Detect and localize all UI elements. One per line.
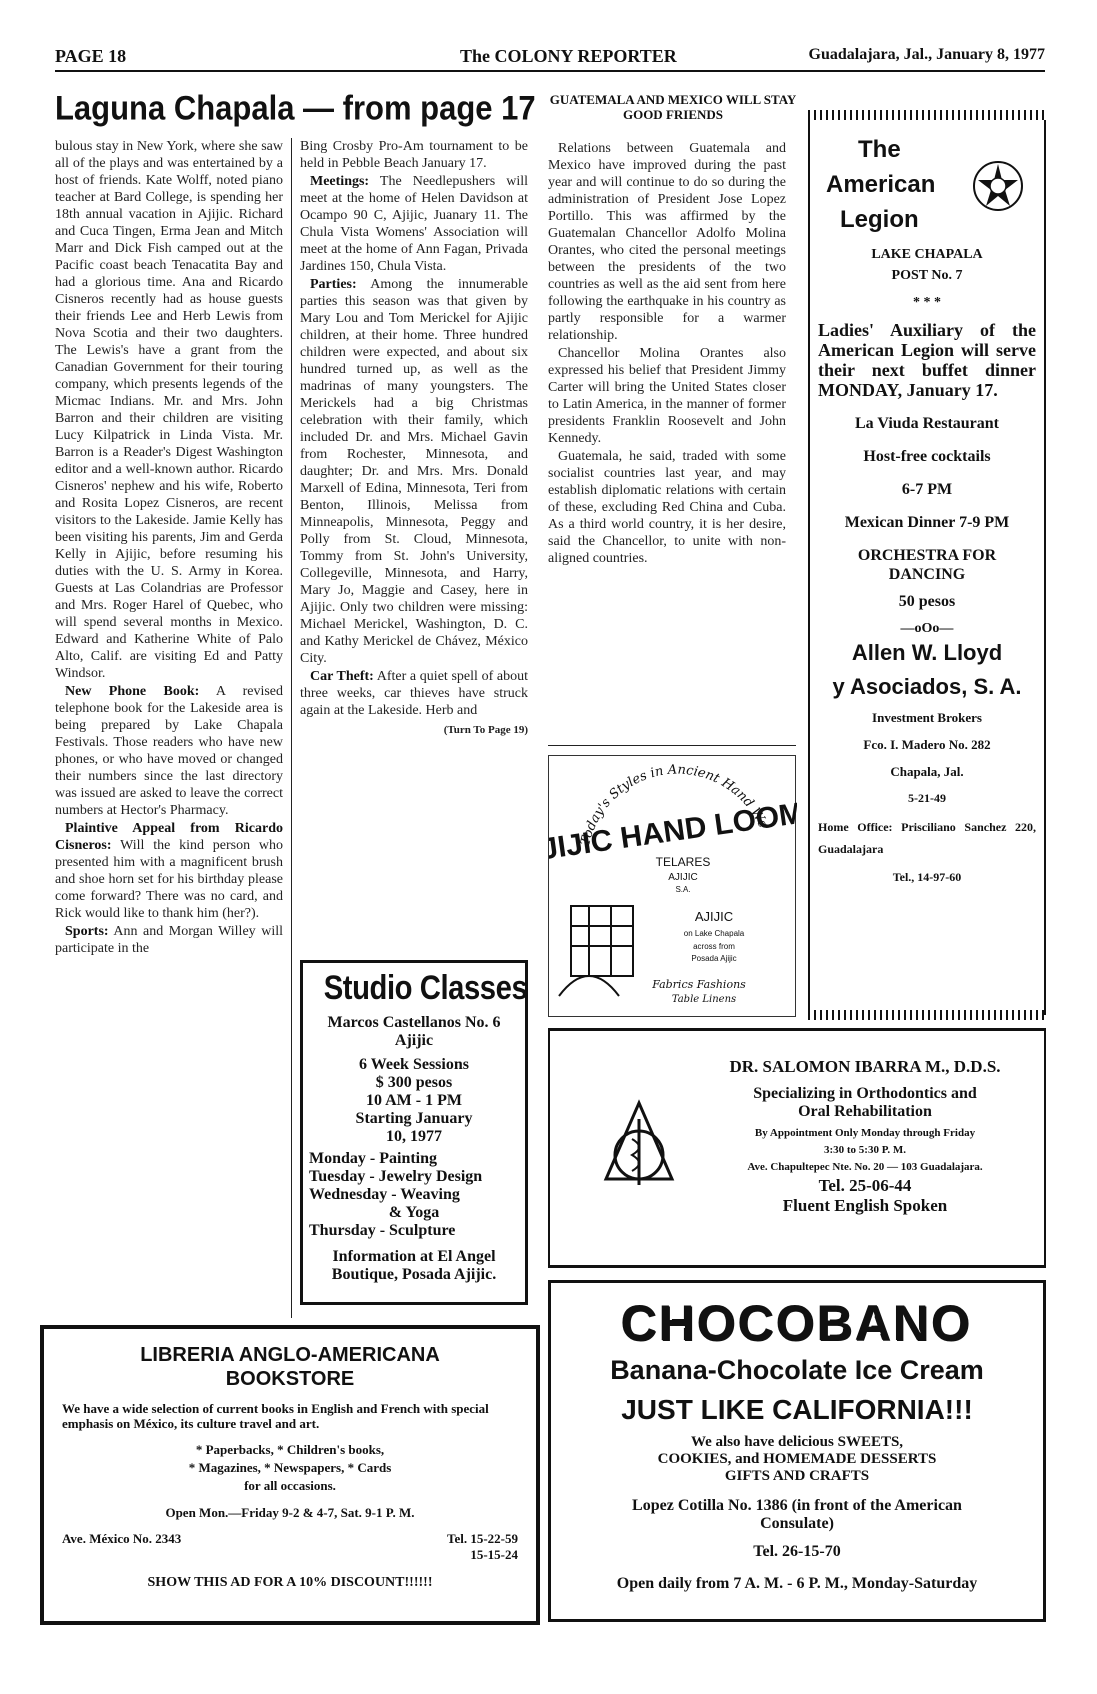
lloyd-name: Allen W. Lloyd: [851, 640, 1003, 665]
chocobano-logo: CHOCOBANO: [621, 1296, 973, 1352]
lloyd-city: Chapala, Jal.: [890, 764, 964, 779]
subhead: Meetings:: [310, 174, 370, 189]
ajijic-hand-looms-ad: [548, 755, 796, 1017]
loom-drawing-icon: [559, 906, 633, 996]
dentist-ad: [548, 1028, 1046, 1268]
categories-1: * Paperbacks, * Children's books,: [195, 1442, 385, 1457]
bookstore-description: We have a wide selection of current books in English and French with special emphasis on México, its culture travel and art.: [62, 1401, 489, 1431]
ad-start: Starting January: [355, 1110, 473, 1127]
wavy-border-bottom: [808, 1010, 1046, 1020]
article-column-1: [55, 138, 283, 1316]
bookstore-phone-2: 15-15-24: [470, 1547, 518, 1562]
looms-on-lake: on Lake Chapala: [683, 929, 745, 938]
subhead: Plaintive Appeal from Ricardo Cisneros:: [55, 821, 283, 853]
english-spoken: Fluent English Spoken: [782, 1196, 948, 1215]
discount-offer: SHOW THIS AD FOR A 10% DISCOUNT!!!!!!: [147, 1575, 433, 1590]
choco-address-2: Consulate): [760, 1515, 834, 1532]
dentist-phone: Tel. 25-06-44: [818, 1176, 912, 1195]
paragraph: Plaintive Appeal from Ricardo Cisneros: Will the kind person who presented him with a magnificent brush and shoe horn set for his birthday please come forward? There was no card, and Rick would like to thank him (her?).: [55, 821, 283, 921]
paragraph: New Phone Book: A revised telephone book for the Lakeside area is being prepared by Lake Chapala Festivals. Those readers who have new phones, or who have moved or changed their numbers since the last directory was issued are asked to leave the correct numbers at Hector's Pharmacy.: [55, 684, 283, 818]
american-legion-ad: [808, 120, 1046, 1015]
dinner: Mexican Dinner 7-9 PM: [844, 514, 1010, 531]
choco-hours: Open daily from 7 A. M. - 6 P. M., Monday-Saturday: [616, 1575, 978, 1592]
chocobano-ad: [548, 1280, 1046, 1622]
schedule-tuesday: Tuesday - Jewelry Design: [309, 1168, 483, 1185]
dentist-address: Ave. Chapultepec Nte. No. 20 — 103 Guadalajara.: [747, 1161, 983, 1173]
price: 50 pesos: [898, 593, 956, 610]
post-name: LAKE CHAPALA: [871, 247, 983, 262]
schedule-wednesday-2: & Yoga: [388, 1204, 440, 1221]
ad-sessions: 6 Week Sessions: [359, 1056, 469, 1073]
schedule-monday: Monday - Painting: [309, 1150, 438, 1167]
looms-across: across from: [693, 942, 735, 951]
choco-slogan: JUST LIKE CALIFORNIA!!!: [621, 1394, 973, 1425]
paragraph: Parties: Among the innumerable parties this season was that given by Mary Lou and Tom Merickel for Ajijic children, at their home. Three hundred children were expected, and about six hundred turned up, as well as the madrinas of many youngsters. The Merickels had a big Christmas celebration with their family, which included Dr. and Mrs. Michael Gavin from Rochester, Minnesota, and daughter; Dr. and Mrs. Mrs. Donald Marxell of Edina, Minnesota, Teri from Benton, Illinois, Melissa from Minneapolis, Minnesota, Peggy and Polly from St. Cloud, Minnesota, Tommy from St. John's University, Collegeville, Minnesota, and Harry, Mary Jo, Maggie and Casey, here in Ajijic. Only two children were missing: Michael Merickel, Washington, D. C. and Kathy Merickel de Chávez, México City.: [300, 277, 528, 666]
ad-time: 10 AM - 1 PM: [366, 1092, 462, 1109]
brokers: Investment Brokers: [872, 710, 982, 725]
looms-arc-text: Today's Styles in Ancient Hand We: [578, 762, 771, 847]
subhead: Parties:: [310, 277, 357, 292]
post-number: POST No. 7: [891, 268, 963, 283]
looms-logo: [549, 756, 797, 1018]
choco-also-3: GIFTS AND CRAFTS: [724, 1468, 870, 1484]
paragraph: Guatemala, he said, traded with some socialist countries last year, and may establish diplomatic relations with certain of these, excluding Red China and Cuba. As a third world country, it is her desire, said the Chancellor, to unite with non-aligned countries.: [548, 449, 786, 566]
wavy-border-top: [808, 110, 1046, 120]
schedule-wednesday: Wednesday - Weaving: [309, 1186, 460, 1203]
specialty-2: Oral Rehabilitation: [798, 1103, 932, 1120]
article-rule: [548, 745, 796, 746]
guatemala-article: [548, 140, 786, 740]
stars: * * *: [913, 295, 941, 310]
looms-posada: Posada Ajijic: [691, 954, 737, 963]
choco-subtitle: Banana-Chocolate Ice Cream: [610, 1355, 984, 1385]
paragraph: Chancellor Molina Orantes also expressed his belief that President Jimmy Carter will bring the United States closer to Latin America, in the manner of former presidents Franklin Roosevelt and John Kennedy.: [548, 346, 786, 446]
looms-ajijic: AJIJIC: [668, 872, 698, 883]
article-headline: Laguna Chapala — from page 17: [55, 88, 536, 128]
cocktails: Host-free cocktails: [863, 448, 991, 465]
bookstore-label: BOOKSTORE: [225, 1368, 355, 1390]
restaurant: La Viuda Restaurant: [854, 415, 1000, 432]
legion-title-2: American: [826, 171, 936, 198]
lloyd-company: y Asociados, S. A.: [832, 674, 1022, 699]
subhead: Sports:: [65, 924, 109, 939]
choco-also-2: COOKIES, and HOMEMADE DESSERTS: [657, 1451, 937, 1467]
caduceus-logo-icon: [602, 1099, 676, 1189]
looms-fabrics: Fabrics Fashions: [652, 978, 746, 991]
choco-address-1: Lopez Cotilla No. 1386 (in front of the American: [632, 1497, 962, 1514]
subhead: New Phone Book:: [65, 684, 200, 699]
ad-title: Studio Classes: [323, 969, 528, 1007]
office-hours: 3:30 to 5:30 P. M.: [823, 1144, 907, 1156]
choco-phone: Tel. 26-15-70: [753, 1543, 841, 1560]
looms-ajijic-2: AJIJIC: [694, 909, 734, 924]
specialty-1: Specializing in Orthodontics and: [753, 1085, 977, 1102]
bookstore-hours: Open Mon.—Friday 9-2 & 4-7, Sat. 9-1 P. M.: [165, 1505, 415, 1520]
choco-also-1: We also have delicious SWEETS,: [690, 1434, 904, 1450]
dentist-name: DR. SALOMON IBARRA M., D.D.S.: [729, 1057, 1001, 1076]
page-number: PAGE 18: [55, 46, 127, 66]
studio-classes-ad: [300, 960, 528, 1305]
home-office: Home Office: Prisciliano Sanchez 220, Guadalajara: [818, 820, 1036, 856]
appointment: By Appointment Only Monday through Friday: [754, 1127, 976, 1139]
lloyd-address: Fco. I. Madero No. 282: [863, 737, 991, 752]
legion-title-3: Legion: [840, 206, 919, 233]
newspaper-name: The COLONY REPORTER: [460, 46, 677, 66]
guatemala-headline: GUATEMALA AND MEXICO WILL STAY GOOD FRIENDS: [549, 92, 797, 122]
paragraph: Relations between Guatemala and Mexico have improved during the past year and will continue to do so during the administration of President Jose Lopez Portillo. This was affirmed by the Guatemalan Chancellor Adolfo Molina Orantes, who cited the personal meetings between the presidents of the two countries as well as the aid sent from here following the earthquake in his country as partly responsible for a warmer relationship.: [548, 141, 786, 343]
article-column-2: [300, 138, 528, 948]
column-divider: [291, 138, 292, 1318]
cocktail-time: 6-7 PM: [901, 481, 953, 498]
continuation-note: (Turn To Page 19): [443, 724, 528, 736]
categories-3: for all occasions.: [244, 1478, 336, 1493]
paragraph: bulous stay in New York, where she saw all of the plays and was entertained by a host of friends. Kate Wolff, noted piano teacher at Bard College, is spending her 18th annual vacation in Ajijic. Richard and Cuca Tingen, Erma Jean and Mitch Marr and Dick Fish camped out at the Pacific coast beach Tenacatita Bay and had a glorious time. Ana and Ricardo Cisneros recently had as house guests their friends Lee and Herb Lewis from Nova Scotia and their two daughters. The Lewis's have a grant from the Canadian Government for their touring company, which presents legends of the Micmac Indians. Mr. and Mrs. John Barron and their children are visiting Lucy Kilpatrick in Linda Vista. Mr. Barron is a Reader's Digest Washington editor and a well-known author. Ricardo Cisneros' nephew and his wife, Roberto and Rosita Lopez Cisneros, are recent visitors to the Lakeside. Jamie Kelly has been visiting his parents, Jim and Gerda Kelly in Ajijic, before resuming his duties with the U. S. Army in Korea. Guests at Las Colandrias are Professor and Mrs. Roger Harel of Quebec, who will spend several months in Mexico. Edward and Katherine White of Palo Alto, Calif. are visiting Ed and Patty Windsor.: [55, 139, 283, 681]
looms-telares: TELARES: [655, 855, 711, 869]
home-phone: Tel., 14-97-60: [892, 870, 962, 884]
legion-title-1: The: [858, 136, 901, 163]
ad-address: Marcos Castellanos No. 6: [327, 1014, 501, 1031]
looms-sa: S.A.: [675, 885, 691, 894]
paragraph: Car Theft: After a quiet spell of about three weeks, car thieves have struck again at the Lakeside. Herb and: [300, 669, 528, 718]
ad-town: Ajijic: [394, 1032, 434, 1049]
paragraph: Meetings: The Needlepushers will meet at the home of Helen Davidson at Ocampo 90 C, Ajijic, Juanary 11. The Chula Vista Womens' Association will meet at the home of Ann Fagan, Privada Jardines 150, Chula Vista.: [300, 174, 528, 274]
categories-2: * Magazines, * Newspapers, * Cards: [188, 1460, 392, 1475]
issue-date: Guadalajara, Jal., January 8, 1977: [808, 46, 1045, 63]
legion-emblem-icon: [972, 160, 1024, 212]
looms-linens: Table Linens: [671, 994, 737, 1005]
bookstore-address: Ave. México No. 2343: [62, 1531, 182, 1546]
ad-price: $ 300 pesos: [375, 1074, 453, 1091]
auxiliary-text: Ladies' Auxiliary of the American Legion will serve their next buffet dinner MONDAY, January 17.: [818, 320, 1036, 400]
bookstore-phone-1: Tel. 15-22-59: [446, 1531, 518, 1546]
paragraph: Bing Crosby Pro-Am tournament to be held in Pebble Beach January 17.: [300, 139, 528, 171]
lloyd-phone: 5-21-49: [908, 791, 946, 805]
page-header: [55, 40, 1045, 72]
looms-brand: AJIJIC HAND LOOMS: [549, 793, 797, 870]
bookstore-name: LIBRERIA ANGLO-AMERICANA: [140, 1344, 440, 1366]
orchestra: ORCHESTRA FOR DANCING: [857, 547, 997, 583]
schedule-thursday: Thursday - Sculpture: [309, 1222, 456, 1239]
subhead: Car Theft:: [310, 669, 374, 684]
ad-info: Information at El Angel Boutique, Posada Ajijic.: [331, 1248, 497, 1283]
separator: —oOo—: [900, 621, 954, 636]
libreria-ad: [40, 1325, 540, 1625]
ad-start-date: 10, 1977: [386, 1128, 442, 1145]
paragraph: Sports: Ann and Morgan Willey will participate in the: [55, 924, 283, 956]
